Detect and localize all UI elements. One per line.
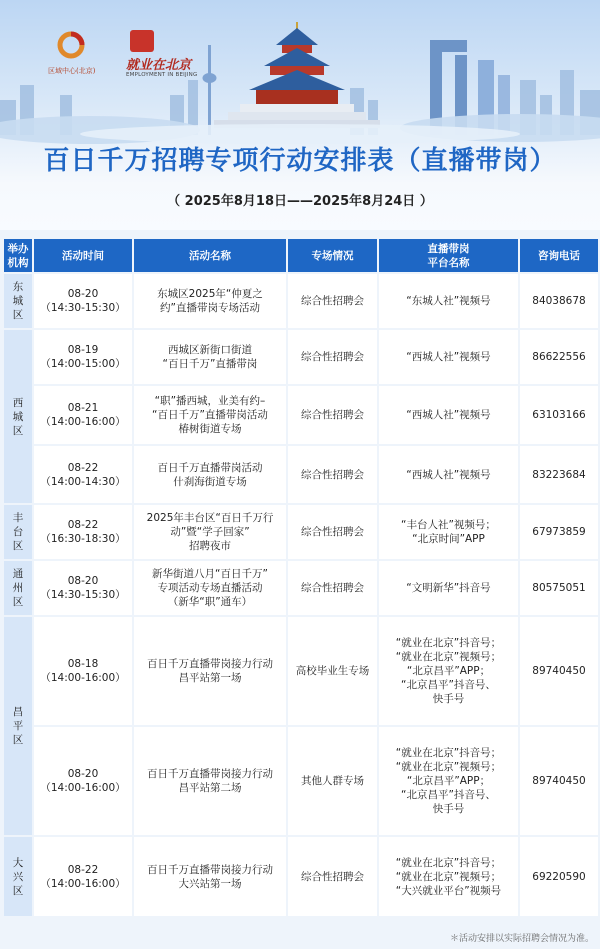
platform-cell: “就业在北京”抖音号； “就业在北京”视频号； “北京昌平”APP； “北京昌平”抖音号、 快手号: [379, 617, 518, 725]
time-cell: 08-22 （14:00-16:00）: [34, 837, 132, 916]
platform-cell: “西城人社”视频号: [379, 386, 518, 444]
org-cell: 通 州 区: [4, 561, 32, 615]
platform-cell: “西城人社”视频号: [379, 330, 518, 384]
type-cell: 综合性招聘会: [288, 561, 377, 615]
header-org: 举办 机构: [4, 239, 32, 272]
time-cell: 08-20 （14:30-15:30）: [34, 274, 132, 328]
org-cell: 东 城 区: [4, 274, 32, 328]
phone-cell: 86622556: [520, 330, 598, 384]
hero-banner: [0, 0, 600, 230]
type-cell: 综合性招聘会: [288, 386, 377, 444]
phone-cell: 69220590: [520, 837, 598, 916]
header-phone: 咨询电话: [520, 239, 598, 272]
table-header-row: [4, 239, 598, 272]
table-row: [4, 274, 598, 328]
time-cell: 08-18 （14:00-16:00）: [34, 617, 132, 725]
org-cell: 丰 台 区: [4, 505, 32, 559]
table-row: [4, 617, 598, 725]
date-range: （ 2025年8月18日——2025年8月24日 ）: [167, 194, 433, 209]
header-type: 专场情况: [288, 239, 377, 272]
table-row: [4, 561, 598, 615]
time-cell: 08-19 （14:00-15:00）: [34, 330, 132, 384]
org-cell: 昌 平 区: [4, 617, 32, 835]
phone-cell: 89740450: [520, 727, 598, 835]
type-cell: 综合性招聘会: [288, 505, 377, 559]
time-cell: 08-21 （14:00-16:00）: [34, 386, 132, 444]
platform-cell: “就业在北京”抖音号； “就业在北京”视频号； “大兴就业平台”视频号: [379, 837, 518, 916]
header-name: 活动名称: [134, 239, 286, 272]
employment-beijing-logo: [126, 30, 206, 82]
table-row: [4, 837, 598, 916]
name-cell: 新华街道八月“百日千万” 专项活动专场直播活动 （新华“职”通车）: [134, 561, 286, 615]
phone-cell: 80575051: [520, 561, 598, 615]
table-row: [4, 330, 598, 384]
name-cell: 2025年丰台区“百日千万行 动”暨“学子回家” 招聘夜市: [134, 505, 286, 559]
phone-cell: 63103166: [520, 386, 598, 444]
page-title: 百日千万招聘专项行动安排表（直播带岗）: [43, 146, 557, 176]
header-platform: 直播带岗 平台名称: [379, 239, 518, 272]
type-cell: 综合性招聘会: [288, 446, 377, 503]
name-cell: 百日千万直播带岗接力行动 昌平站第一场: [134, 617, 286, 725]
org-cell: 大 兴 区: [4, 837, 32, 916]
regional-center-logo-icon: [56, 30, 86, 60]
name-cell: “职”播西城，业美有约– “百日千万”直播带岗活动 椿树街道专场: [134, 386, 286, 444]
org-cell: 西 城 区: [4, 330, 32, 503]
name-cell: 百日千万直播带岗接力行动 昌平站第二场: [134, 727, 286, 835]
type-cell: 综合性招聘会: [288, 330, 377, 384]
platform-cell: “文明新华”抖音号: [379, 561, 518, 615]
time-cell: 08-20 （14:00-16:00）: [34, 727, 132, 835]
schedule-table: [2, 237, 600, 918]
table-row: [4, 505, 598, 559]
name-cell: 西城区新街口街道 “百日千万”直播带岗: [134, 330, 286, 384]
phone-cell: 67973859: [520, 505, 598, 559]
footer-note: ＊活动安排以实际招聘会情况为准。: [449, 934, 594, 944]
type-cell: 其他人群专场: [288, 727, 377, 835]
table-row: [4, 386, 598, 444]
name-cell: 百日千万直播带岗接力行动 大兴站第一场: [134, 837, 286, 916]
platform-cell: “丰台人社”视频号； “北京时间”APP: [379, 505, 518, 559]
type-cell: 综合性招聘会: [288, 274, 377, 328]
phone-cell: 89740450: [520, 617, 598, 725]
name-cell: 百日千万直播带岗活动 什刹海街道专场: [134, 446, 286, 503]
platform-cell: “西城人社”视频号: [379, 446, 518, 503]
table-row: [4, 446, 598, 503]
employment-beijing-logo-subtitle: EMPLOYMENT IN BEIJING: [126, 72, 198, 78]
time-cell: 08-22 （14:00-14:30）: [34, 446, 132, 503]
type-cell: 高校毕业生专场: [288, 617, 377, 725]
phone-cell: 83223684: [520, 446, 598, 503]
regional-center-logo-text: 区域中心(北京): [48, 67, 96, 75]
time-cell: 08-20 （14:30-15:30）: [34, 561, 132, 615]
type-cell: 综合性招聘会: [288, 837, 377, 916]
employment-beijing-logo-title: 就业在北京: [126, 58, 192, 73]
time-cell: 08-22 （16:30-18:30）: [34, 505, 132, 559]
platform-cell: “东城人社”视频号: [379, 274, 518, 328]
regional-center-logo: [48, 30, 128, 82]
header-time: 活动时间: [34, 239, 132, 272]
table-row: [4, 727, 598, 835]
platform-cell: “就业在北京”抖音号； “就业在北京”视频号； “北京昌平”APP； “北京昌平”抖音号、 快手号: [379, 727, 518, 835]
name-cell: 东城区2025年“仲夏之 约”直播带岗专场活动: [134, 274, 286, 328]
phone-cell: 84038678: [520, 274, 598, 328]
employment-beijing-logo-icon: [130, 30, 154, 52]
